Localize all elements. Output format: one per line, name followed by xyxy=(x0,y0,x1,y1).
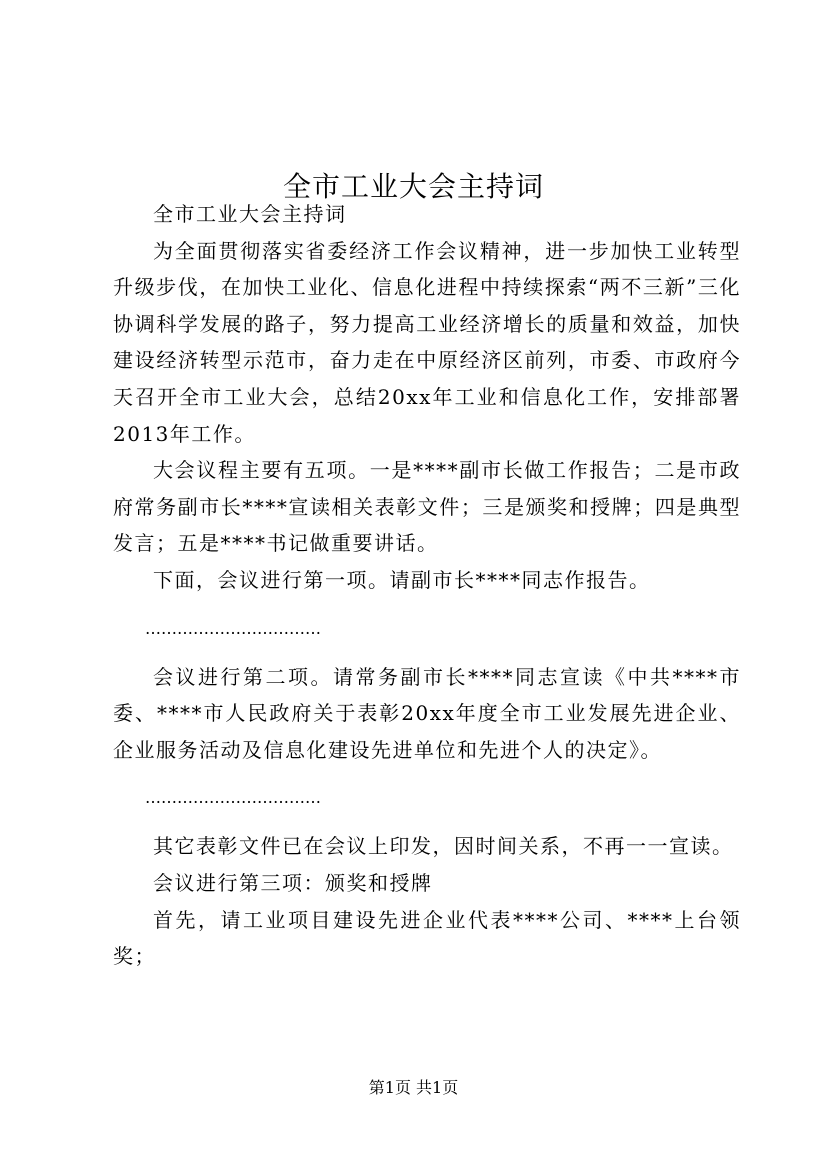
paragraph-agenda: 大会议程主要有五项。一是****副市长做工作报告；二是市政府常务副市长****宣读相关表彰文件；三是颁奖和授牌；四是典型发言；五是****书记做重要讲话。 xyxy=(113,458,741,556)
paragraph-subtitle: 全市工业大会主持词 xyxy=(153,202,347,226)
paragraph-item-one: 下面，会议进行第一项。请副市长****同志作报告。 xyxy=(153,567,651,592)
document-title: 全市工业大会主持词 xyxy=(282,169,544,203)
page-number: 第1页 共1页 xyxy=(368,1078,459,1097)
paragraph-intro: 为全面贯彻落实省委经济工作会议精神，进一步加快工业转型升级步伐，在加快工业化、信息化进程中持续探索“两不三新”三化协调科学发展的路子，努力提高工业经济增长的质量和效益，加快建设经济转型示范市，奋力走在中原经济区前列，市委、市政府今天召开全市工业大会，总结20xx年工业和信息化工作，安排部署2013年工作。 xyxy=(113,238,741,446)
ellipsis-separator: …………………………… xyxy=(145,788,321,808)
paragraph-awards: 首先，请工业项目建设先进企业代表****公司、****上台领奖； xyxy=(113,907,741,969)
paragraph-item-two: 会议进行第二项。请常务副市长****同志宣读《中共****市委、****市人民政府关于表彰20xx年度全市工业发展先进企业、企业服务活动及信息化建设先进单位和先进个人的决定》。 xyxy=(113,664,741,762)
paragraph-item-three: 会议进行第三项：颁奖和授牌 xyxy=(153,870,433,895)
ellipsis-separator: …………………………… xyxy=(145,618,321,638)
document-body xyxy=(113,196,741,975)
paragraph-other-documents: 其它表彰文件已在会议上印发，因时间关系，不再一一宣读。 xyxy=(153,834,734,859)
